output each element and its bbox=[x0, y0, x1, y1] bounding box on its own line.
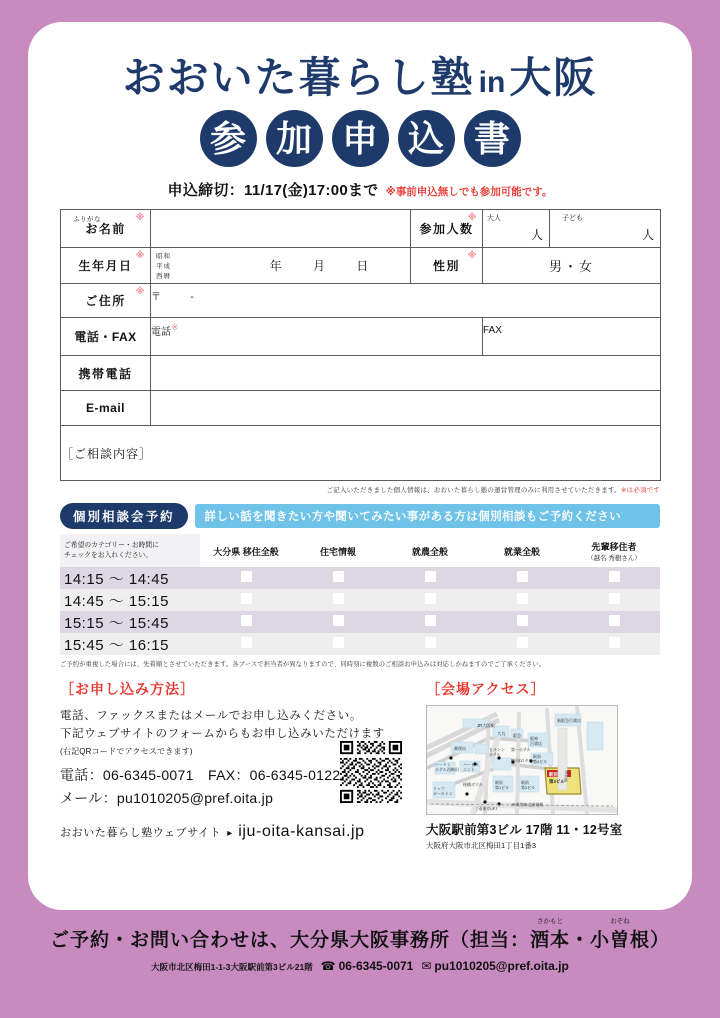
col-label: 先輩移住者 bbox=[591, 542, 637, 553]
booking-row-3 bbox=[60, 611, 660, 633]
checkbox[interactable] bbox=[425, 615, 436, 626]
apply-heading: ［お申し込み方法］ bbox=[60, 681, 195, 698]
mobile-label: 携帯電話 bbox=[78, 366, 133, 381]
table-row bbox=[61, 426, 661, 481]
checkbox[interactable] bbox=[609, 593, 620, 604]
checkbox[interactable] bbox=[241, 593, 252, 604]
checkbox[interactable] bbox=[241, 637, 252, 648]
booking-instruction-line1: ご希望のカテゴリー・お時間に bbox=[64, 541, 159, 549]
email-input-cell[interactable] bbox=[151, 391, 661, 426]
website-line[interactable] bbox=[60, 823, 412, 841]
time-slot-label: 15:15 ～ 15:45 bbox=[60, 611, 200, 633]
apply-line1: 電話、ファックスまたはメールでお申し込みください。 bbox=[60, 710, 362, 723]
year-unit: 年 bbox=[269, 259, 283, 274]
child-label: 子ども bbox=[562, 215, 583, 223]
name-ozone bbox=[590, 918, 651, 952]
adult-count-cell[interactable] bbox=[483, 210, 550, 248]
checkbox[interactable] bbox=[517, 593, 528, 604]
qr-code-icon[interactable] bbox=[340, 741, 402, 803]
col-sublabel: （越名 秀樹さん） bbox=[587, 555, 641, 563]
svg-text:桜橋ボウル: 桜橋ボウル bbox=[463, 782, 483, 788]
footer bbox=[0, 918, 720, 973]
apply-tel-line: 電話：06-6345-0071 FAX：06-6345-0122 bbox=[60, 766, 341, 783]
checkbox[interactable] bbox=[333, 637, 344, 648]
svg-text:駅前: 駅前 bbox=[533, 754, 541, 760]
lower-section bbox=[60, 679, 660, 851]
booking-row-2 bbox=[60, 589, 660, 611]
required-mark: ※ bbox=[467, 212, 478, 223]
consultation-booking-section bbox=[60, 503, 660, 668]
checkbox-cell[interactable] bbox=[476, 611, 568, 633]
checkbox-cell[interactable] bbox=[568, 611, 660, 633]
title-main-text: おおいた暮らし塾 bbox=[122, 54, 475, 101]
telfax-label: 電話・FAX bbox=[74, 330, 137, 345]
birth-input-cell[interactable] bbox=[151, 248, 411, 284]
sakamoto-kanji: 酒本 bbox=[529, 930, 570, 951]
time-slot-label: 15:45 ～ 16:15 bbox=[60, 633, 200, 655]
gender-label: 性別 bbox=[432, 259, 460, 274]
checkbox[interactable] bbox=[425, 571, 436, 582]
checkbox-cell[interactable] bbox=[568, 589, 660, 611]
child-count-cell[interactable] bbox=[550, 210, 661, 248]
booking-col-header-2 bbox=[292, 534, 384, 567]
checkbox-cell[interactable] bbox=[292, 589, 384, 611]
required-mark: ※ bbox=[135, 250, 146, 261]
title-in-word: in bbox=[478, 66, 506, 99]
checkbox-cell[interactable] bbox=[384, 611, 476, 633]
svg-text:JR大阪駅: JR大阪駅 bbox=[477, 723, 495, 729]
ruby-ozone: おぞね bbox=[610, 918, 630, 925]
venue-map[interactable] bbox=[426, 705, 618, 815]
footer-address: 大阪市北区梅田1-1-3大阪駅前第3ビル21階 bbox=[151, 962, 313, 972]
checkbox[interactable] bbox=[517, 571, 528, 582]
apply-instructions bbox=[60, 708, 412, 744]
booking-table bbox=[60, 534, 660, 655]
furigana-label: ふりがな bbox=[73, 216, 101, 224]
checkbox[interactable] bbox=[241, 615, 252, 626]
postal-dash: - bbox=[190, 292, 194, 304]
footer-mail: pu1010205@pref.oita.jp bbox=[434, 959, 569, 973]
circle-char-3: 申 bbox=[332, 110, 389, 167]
time-slot-label: 14:15 ～ 14:45 bbox=[60, 567, 200, 589]
checkbox-cell[interactable] bbox=[200, 589, 292, 611]
svg-text:第4ビル: 第4ビル bbox=[533, 759, 548, 765]
svg-text:大丸: 大丸 bbox=[497, 731, 506, 737]
telephone-icon: ☎ bbox=[320, 959, 336, 973]
svg-text:駅前: 駅前 bbox=[549, 772, 558, 778]
booking-note: ご予約が重複した場合には、先着順とさせていただきます。各ブースで担当者が異なりますので、同時刻に複数のご相談お申込みは対応しかねますのでご了承ください。 bbox=[60, 661, 546, 669]
form-table bbox=[60, 209, 661, 481]
checkbox-cell[interactable] bbox=[200, 633, 292, 655]
tel-label: 電話 bbox=[151, 327, 171, 339]
svg-text:ホテル: ホテル bbox=[489, 752, 501, 758]
svg-text:ハートン: ハートン bbox=[435, 762, 451, 768]
checkbox[interactable] bbox=[517, 615, 528, 626]
checkbox-cell[interactable] bbox=[476, 633, 568, 655]
booking-title-pill: 個別相談会予約 bbox=[60, 503, 188, 529]
table-row bbox=[61, 210, 661, 248]
ruby-sakamoto: さかもと bbox=[536, 918, 563, 925]
checkbox-cell[interactable] bbox=[200, 611, 292, 633]
svg-text:第3ビル: 第3ビル bbox=[549, 779, 565, 785]
time-slot-label: 14:45 ～ 15:15 bbox=[60, 589, 200, 611]
address-label: ご住所 bbox=[85, 294, 126, 309]
name-label: お名前 bbox=[85, 222, 126, 237]
checkbox-cell[interactable] bbox=[384, 589, 476, 611]
deadline-line bbox=[28, 179, 692, 200]
svg-text:リッツ: リッツ bbox=[433, 786, 445, 792]
svg-text:三菱東京UFJ: 三菱東京UFJ bbox=[475, 807, 498, 812]
table-row bbox=[61, 318, 661, 356]
venue-access-block bbox=[426, 679, 660, 851]
svg-text:ホテル西梅田: ホテル西梅田 bbox=[435, 767, 459, 773]
circle-char-5: 書 bbox=[464, 110, 521, 167]
checkbox[interactable] bbox=[609, 637, 620, 648]
booking-col-header-1 bbox=[200, 534, 292, 567]
mobile-label-cell bbox=[61, 356, 151, 391]
child-unit: 人 bbox=[641, 227, 654, 242]
consult-content-label: ［ご相談内容］ bbox=[61, 446, 153, 461]
svg-text:新阪急百貨店: 新阪急百貨店 bbox=[557, 718, 581, 724]
envelope-icon: ✉ bbox=[421, 959, 432, 973]
address-input-cell[interactable] bbox=[151, 284, 661, 318]
checkbox[interactable] bbox=[241, 571, 252, 582]
ozone-kanji: 小曽根 bbox=[590, 930, 651, 951]
checkbox[interactable] bbox=[333, 593, 344, 604]
attendees-label-cell bbox=[411, 210, 483, 248]
checkbox[interactable] bbox=[517, 637, 528, 648]
checkbox[interactable] bbox=[333, 615, 344, 626]
booking-header-row bbox=[60, 534, 660, 567]
website-label: おおいた暮らし塾ウェブサイト bbox=[60, 826, 222, 839]
booking-row-4 bbox=[60, 633, 660, 655]
application-method-block bbox=[60, 679, 412, 851]
col-label: 就農全般 bbox=[411, 546, 448, 557]
page-title bbox=[28, 56, 692, 100]
checkbox-cell[interactable] bbox=[568, 633, 660, 655]
website-url[interactable]: iju-oita-kansai.jp bbox=[238, 822, 365, 840]
access-heading: ［会場アクセス］ bbox=[426, 681, 546, 698]
booking-col-header-4 bbox=[476, 534, 568, 567]
gender-label-cell bbox=[411, 248, 483, 284]
checkbox-cell[interactable] bbox=[384, 633, 476, 655]
booking-instruction-line2: チェックをお入れください。 bbox=[64, 552, 153, 560]
venue-address: 大阪府大阪市北区梅田1丁目1番3 bbox=[426, 841, 537, 851]
booking-instructions-cell bbox=[60, 534, 200, 567]
svg-text:駅前: 駅前 bbox=[521, 780, 529, 786]
footer-details-line bbox=[0, 959, 720, 973]
checkbox-cell[interactable] bbox=[384, 567, 476, 589]
privacy-required-text: ※は必須です bbox=[620, 487, 660, 495]
svg-text:ハービス: ハービス bbox=[463, 762, 479, 768]
col-label: 住宅情報 bbox=[319, 546, 356, 557]
era-showa: 昭和 bbox=[156, 253, 171, 261]
apply-line2: 下記ウェブサイトのフォームからもお申し込みいただけます bbox=[60, 727, 385, 740]
era-options bbox=[156, 252, 171, 282]
privacy-text: ご記入いただきました個人情報は、おおいた暮らし塾の運営管理のみに利用させていただきます。 bbox=[326, 487, 621, 495]
checkbox[interactable] bbox=[425, 637, 436, 648]
table-row bbox=[61, 356, 661, 391]
svg-text:百貨店: 百貨店 bbox=[530, 741, 542, 747]
subtitle-circles bbox=[28, 110, 692, 167]
checkbox[interactable] bbox=[425, 593, 436, 604]
table-row bbox=[61, 391, 661, 426]
email-label: E-mail bbox=[85, 401, 125, 416]
svg-text:御堂筋: 御堂筋 bbox=[564, 770, 570, 783]
era-heisei: 平成 bbox=[156, 263, 171, 271]
svg-text:阪神: 阪神 bbox=[530, 736, 538, 742]
checkbox-cell[interactable] bbox=[476, 567, 568, 589]
footer-contact-line bbox=[0, 918, 720, 952]
svg-text:阪急: 阪急 bbox=[513, 733, 521, 739]
adult-label: 大人 bbox=[487, 215, 501, 223]
booking-message-pill: 詳しい話を聞きたい方や聞いてみたい事がある方は個別相談もご予約ください bbox=[195, 504, 660, 528]
mobile-input-cell[interactable] bbox=[151, 356, 661, 391]
table-row bbox=[61, 248, 661, 284]
circle-char-2: 加 bbox=[266, 110, 323, 167]
birth-label: 生年月日 bbox=[78, 259, 133, 274]
consult-content-cell[interactable] bbox=[61, 426, 661, 481]
checkbox[interactable] bbox=[609, 571, 620, 582]
deadline-note: ※事前申込無しでも参加可能です。 bbox=[385, 186, 553, 199]
footer-phone: 06-6345-0071 bbox=[338, 959, 414, 973]
svg-text:JR東西線 北新地駅: JR東西線 北新地駅 bbox=[511, 803, 544, 808]
deadline-text: 申込締切：11/17(金)17:00まで bbox=[167, 182, 379, 200]
checkbox-cell[interactable] bbox=[292, 567, 384, 589]
privacy-note bbox=[60, 485, 660, 494]
svg-text:エント: エント bbox=[463, 767, 475, 773]
fax-label: FAX bbox=[483, 325, 502, 337]
required-mark: ※ bbox=[135, 212, 146, 223]
title-city: 大阪 bbox=[509, 54, 598, 101]
email-label-cell bbox=[61, 391, 151, 426]
name-separator: ・ bbox=[569, 930, 590, 951]
checkbox-cell[interactable] bbox=[476, 589, 568, 611]
svg-text:ヒルトン: ヒルトン bbox=[489, 747, 505, 753]
svg-text:第一ホテル: 第一ホテル bbox=[511, 747, 531, 753]
address-label-cell bbox=[61, 284, 151, 318]
postal-mark: 〒 bbox=[151, 292, 161, 304]
svg-text:梅田DTタワー: 梅田DTタワー bbox=[511, 758, 537, 764]
booking-col-header-3 bbox=[384, 534, 476, 567]
checkbox-cell[interactable] bbox=[200, 567, 292, 589]
col-label: 大分県 移住全般 bbox=[213, 546, 279, 557]
apply-mail-line: メール：pu1010205@pref.oita.jp bbox=[60, 789, 274, 806]
telfax-label-cell bbox=[61, 318, 151, 356]
table-row bbox=[61, 284, 661, 318]
era-seireki: 西暦 bbox=[156, 273, 171, 281]
circle-char-4: 込 bbox=[398, 110, 455, 167]
tel-input-cell[interactable] bbox=[151, 318, 483, 356]
required-mark: ※ bbox=[135, 286, 146, 297]
name-input-cell[interactable] bbox=[151, 210, 411, 248]
booking-col-header-5 bbox=[568, 534, 660, 567]
application-form bbox=[60, 209, 660, 494]
booking-header bbox=[60, 503, 660, 529]
checkbox-cell[interactable] bbox=[568, 567, 660, 589]
adult-unit: 人 bbox=[530, 227, 543, 242]
name-sakamoto bbox=[529, 918, 570, 952]
map-illustration bbox=[427, 706, 618, 815]
checkbox[interactable] bbox=[333, 571, 344, 582]
circle-char-1: 参 bbox=[200, 110, 257, 167]
footer-text-a: ご予約・お問い合わせは、大分県大阪事務所（担当： bbox=[49, 930, 530, 951]
footer-text-b: ） bbox=[650, 930, 671, 951]
gender-options: 男・女 bbox=[548, 259, 594, 275]
venue-name: 大阪駅前第3ビル 17階 11・12号室 bbox=[426, 823, 623, 838]
checkbox-cell[interactable] bbox=[292, 633, 384, 655]
svg-text:郵便局: 郵便局 bbox=[454, 746, 466, 752]
required-mark: ※ bbox=[467, 250, 478, 261]
qr-note: (右記QRコードでアクセスできます) bbox=[60, 746, 193, 756]
white-card bbox=[28, 22, 692, 910]
svg-text:第1ビル: 第1ビル bbox=[495, 785, 510, 791]
gender-value-cell[interactable] bbox=[483, 248, 661, 284]
required-mark: ※ bbox=[171, 322, 179, 333]
name-label-cell bbox=[61, 210, 151, 248]
month-unit: 月 bbox=[312, 259, 326, 274]
arrow-right-icon: ▸ bbox=[227, 827, 233, 839]
attendees-label: 参加人数 bbox=[419, 222, 474, 237]
booking-row-1 bbox=[60, 567, 660, 589]
checkbox[interactable] bbox=[609, 615, 620, 626]
svg-text:第2ビル: 第2ビル bbox=[521, 785, 536, 791]
svg-text:駅前: 駅前 bbox=[495, 780, 503, 786]
checkbox-cell[interactable] bbox=[292, 611, 384, 633]
col-label: 就業全般 bbox=[503, 546, 540, 557]
birth-label-cell bbox=[61, 248, 151, 284]
svg-text:カールトン: カールトン bbox=[433, 791, 453, 797]
fax-input-cell[interactable] bbox=[483, 318, 661, 356]
day-unit: 日 bbox=[356, 259, 370, 274]
